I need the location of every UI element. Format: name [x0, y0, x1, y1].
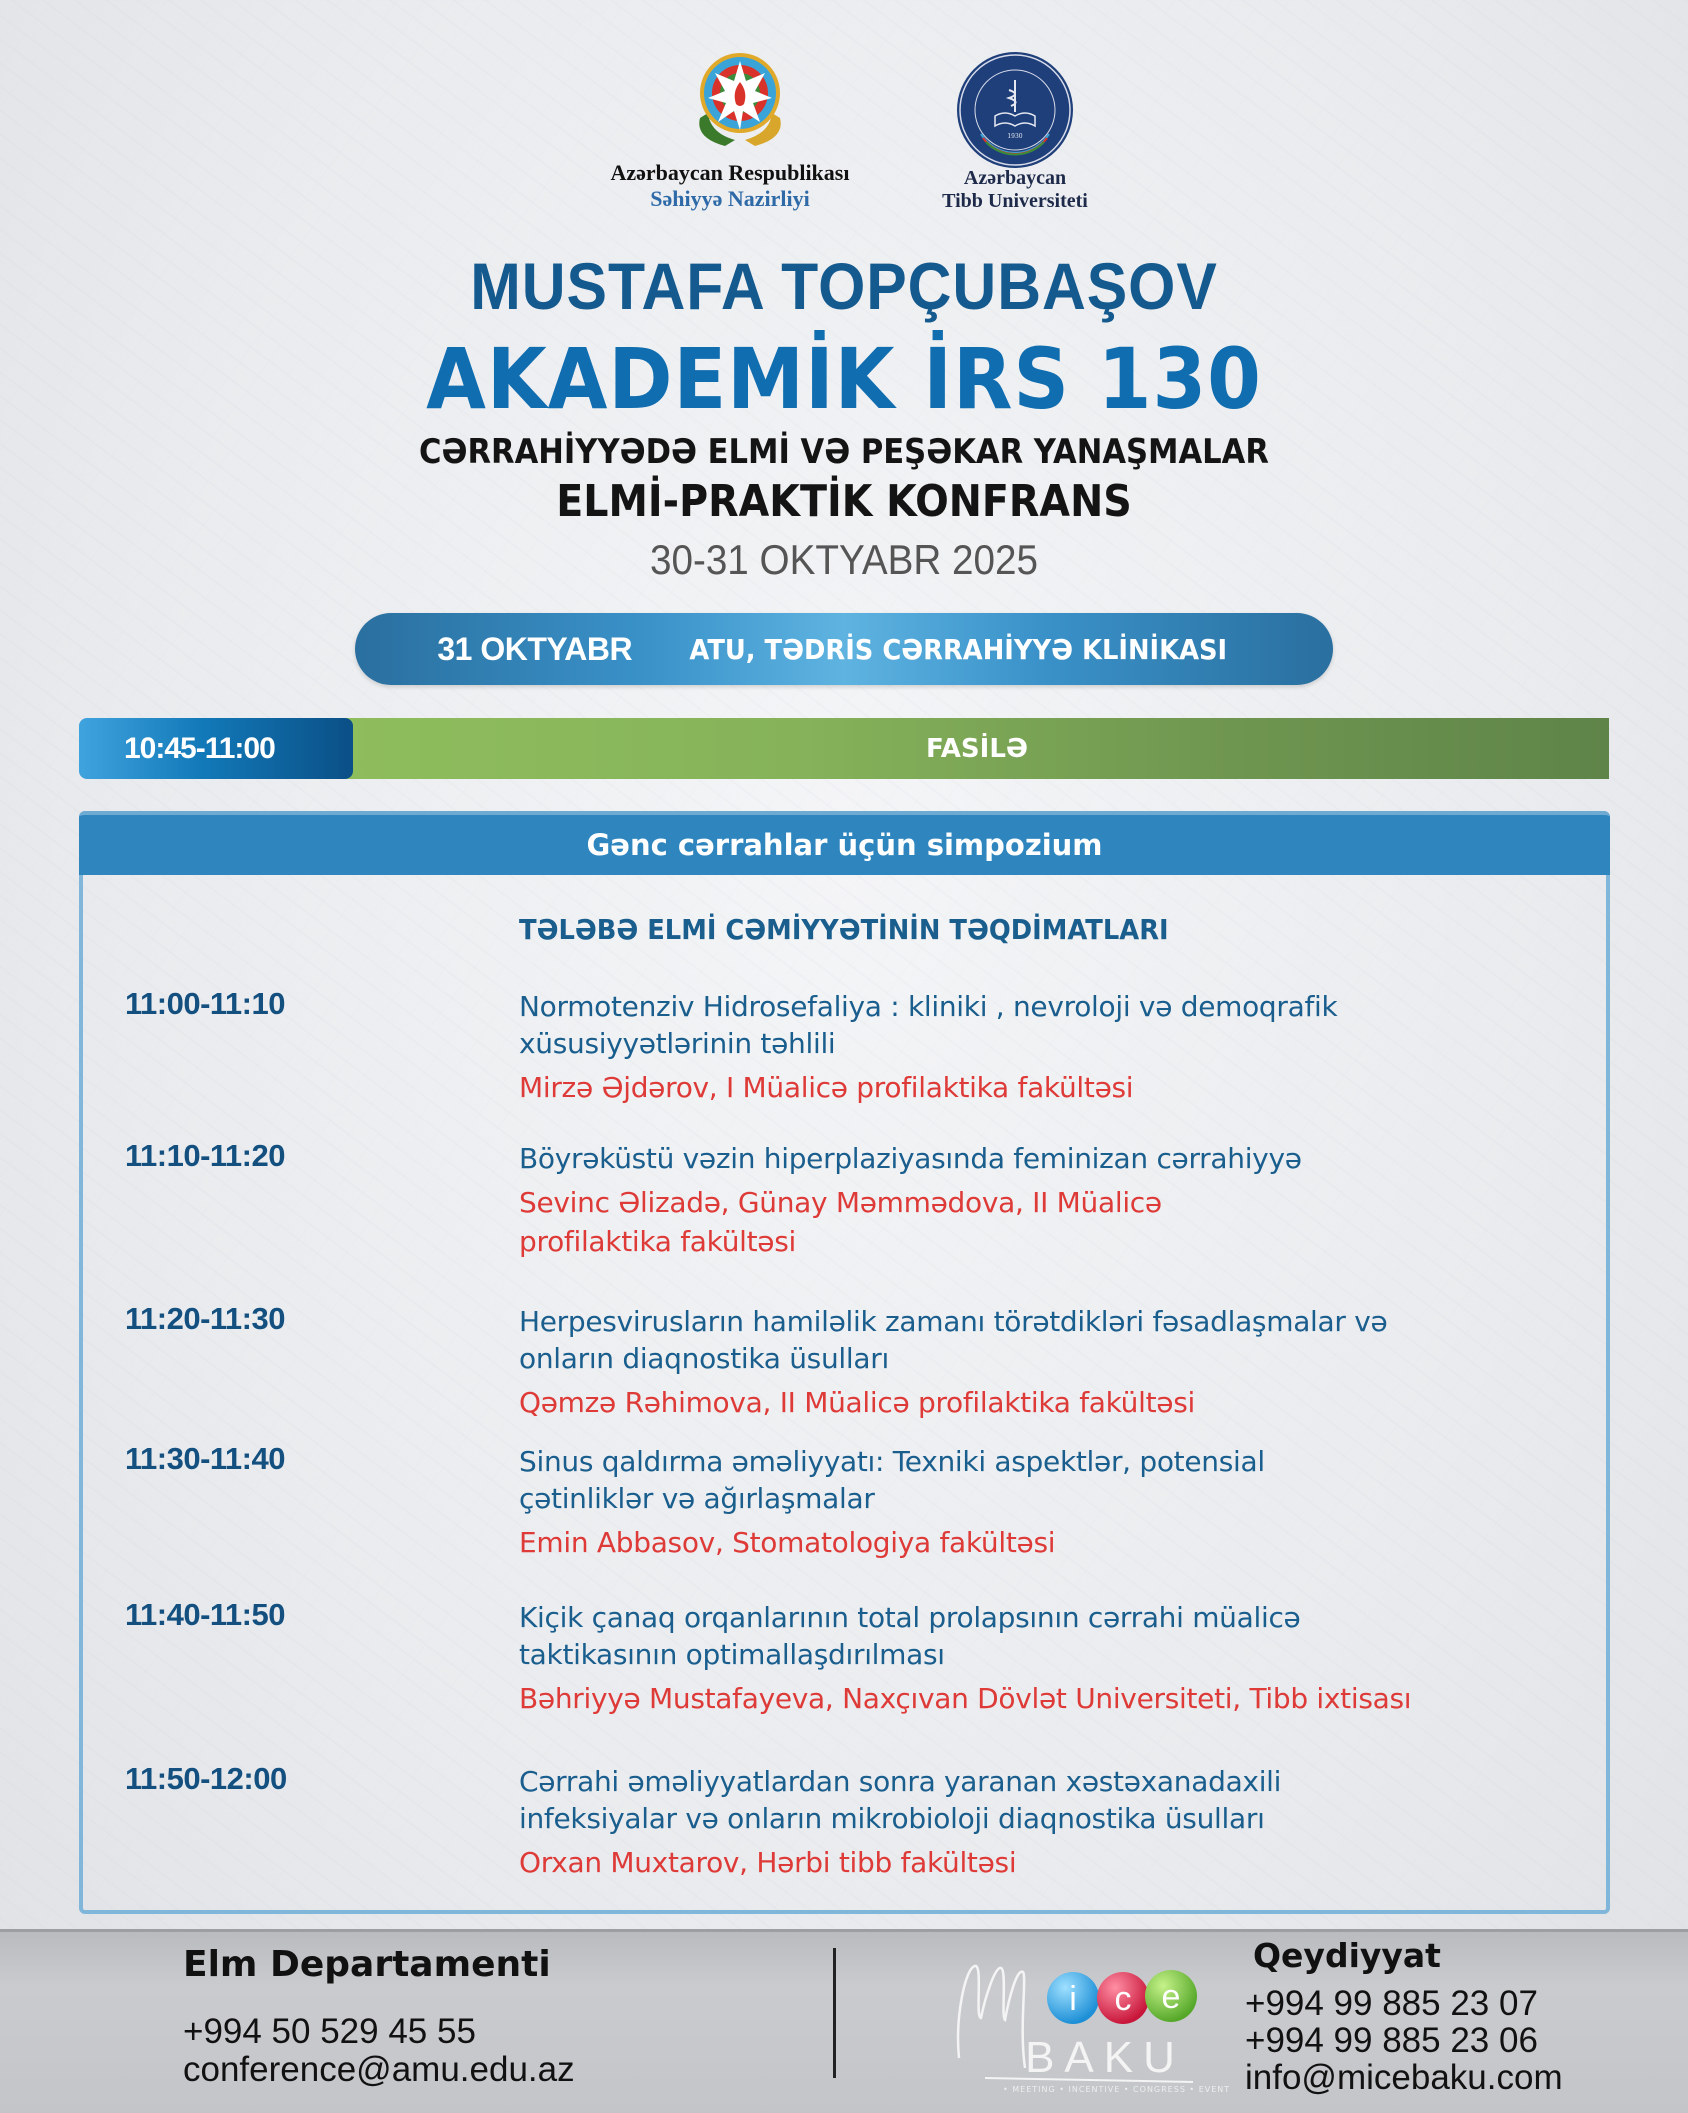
talk-title-line: infeksiyalar və onların mikrobioloji diaqnostika üsulları: [519, 1802, 1265, 1835]
dept-phone: +994 50 529 45 55: [183, 2012, 476, 2051]
dept-title: Elm Departamenti: [183, 1944, 551, 1985]
talk-item: [519, 1443, 1579, 1562]
university-name-line1: Azərbaycan: [963, 167, 1067, 189]
footer-divider: [833, 1948, 836, 2078]
talk-author: [519, 1843, 1579, 1882]
break-label: FASİLƏ: [926, 733, 1028, 764]
session-header: [79, 811, 1610, 875]
talk-author: [519, 1183, 1579, 1261]
mice-letter-c: c: [1114, 1980, 1132, 2018]
talk-item: [519, 1599, 1579, 1718]
university-name-line2: Tibb Universiteti: [942, 190, 1088, 212]
talk-time: 11:40-11:50: [125, 1597, 285, 1632]
event-subtitle: CƏRRAHİYYƏDƏ ELMİ VƏ PEŞƏKAR YANAŞMALAR: [419, 432, 1269, 472]
talk-author-line: Mirzə Əjdərov, I Müalicə profilaktika fakültəsi: [519, 1071, 1134, 1104]
talk-author-line: Bəhriyyə Mustafayeva, Naxçıvan Dövlət Universiteti, Tibb ixtisası: [519, 1682, 1412, 1715]
talk-author: [519, 1679, 1579, 1718]
dept-email: conference@amu.edu.az: [183, 2050, 575, 2089]
registration-phone-1: +994 99 885 23 07: [1245, 1984, 1538, 2023]
break-label-bar: [345, 718, 1609, 779]
day-date: 31 OKTYABR: [437, 630, 633, 667]
mice-baku-word: BAKU: [1025, 2033, 1185, 2082]
amu-seal-icon: [955, 50, 1075, 170]
registration-phone-2: +994 99 885 23 06: [1245, 2021, 1538, 2060]
section-heading: TƏLƏBƏ ELMİ CƏMİYYƏTİNİN TƏQDİMATLARI: [519, 913, 1169, 946]
talk-time: 11:00-11:10: [125, 986, 285, 1021]
talk-item: [519, 1763, 1579, 1882]
talk-title: [519, 1599, 1579, 1673]
event-title: AKADEMİK İRS 130: [426, 330, 1262, 428]
talk-title-line: xüsusiyyətlərinin təhlili: [519, 1027, 836, 1060]
talk-author: [519, 1383, 1579, 1422]
talk-author-line: Orxan Muxtarov, Hərbi tibb fakültəsi: [519, 1846, 1017, 1879]
event-type: ELMİ-PRAKTİK KONFRANS: [556, 476, 1132, 527]
mice-letter-i: i: [1069, 1980, 1077, 2018]
talk-title-line: Cərrahi əməliyyatlardan sonra yaranan xəstəxanadaxili: [519, 1765, 1282, 1798]
event-dates: 30-31 OKTYABR 2025: [649, 536, 1039, 583]
talk-title-line: çətinliklər və ağırlaşmalar: [519, 1482, 875, 1515]
talk-title-line: taktikasının optimallaşdırılması: [519, 1638, 945, 1671]
session-title: Gənc cərrahlar üçün simpozium: [586, 828, 1103, 862]
venue-name: ATU, TƏDRİS CƏRRAHİYYƏ KLİNİKASI: [689, 632, 1228, 666]
talk-author-line: Qəmzə Rəhimova, II Müalicə profilaktika fakültəsi: [519, 1386, 1195, 1419]
talk-item: [519, 988, 1579, 1107]
honoree-name: MUSTAFA TOPÇUBAŞOV: [470, 249, 1218, 323]
talk-author: [519, 1068, 1579, 1107]
talk-author-line: profilaktika fakültəsi: [519, 1225, 796, 1258]
talk-item: [519, 1303, 1579, 1422]
mice-baku-logo-icon: [945, 1958, 1205, 2098]
talk-title-line: onların diaqnostika üsulları: [519, 1342, 889, 1375]
talk-title-line: Kiçik çanaq orqanlarının total prolapsının cərrahi müalicə: [519, 1601, 1301, 1634]
talk-item: [519, 1140, 1579, 1261]
break-time: 10:45-11:00: [79, 718, 353, 779]
talk-title: [519, 1303, 1579, 1377]
talk-author-line: Emin Abbasov, Stomatologiya fakültəsi: [519, 1526, 1056, 1559]
talk-title: [519, 1763, 1579, 1837]
registration-title: Qeydiyyat: [1253, 1936, 1441, 1975]
mice-letter-e: e: [1161, 1978, 1181, 2016]
talk-author-line: Sevinc Əlizadə, Günay Məmmədova, II Müalicə: [519, 1186, 1162, 1219]
talk-title-line: Herpesvirusların hamiləlik zamanı törətdikləri fəsadlaşmalar və: [519, 1305, 1388, 1338]
talk-title: [519, 988, 1579, 1062]
talk-time: 11:50-12:00: [125, 1761, 287, 1796]
talk-time: 11:20-11:30: [125, 1301, 285, 1336]
talk-time: 11:30-11:40: [125, 1441, 285, 1476]
mice-tagline: • MEETING • INCENTIVE • CONGRESS • EVENT: [1003, 2085, 1231, 2094]
seal-year: 1930: [1007, 133, 1023, 140]
talk-author: [519, 1523, 1579, 1562]
ministry-name-line2: Səhiyyə Nazirliyi: [650, 186, 810, 211]
day-venue-banner: [355, 613, 1333, 685]
talk-title: [519, 1443, 1579, 1517]
talk-time: 11:10-11:20: [125, 1138, 285, 1173]
registration-email: info@micebaku.com: [1245, 2058, 1563, 2097]
talk-title-line: Böyrəküstü vəzin hiperplaziyasında feminizan cərrahiyyə: [519, 1142, 1302, 1175]
talk-title-line: Normotenziv Hidrosefaliya : kliniki , nevroloji və demoqrafik: [519, 990, 1338, 1023]
talk-title: [519, 1140, 1579, 1177]
azerbaijan-emblem-icon: [690, 48, 790, 148]
talk-title-line: Sinus qaldırma əməliyyatı: Texniki aspektlər, potensial: [519, 1445, 1265, 1478]
ministry-name-line1: Azərbaycan Respublikası: [610, 160, 850, 185]
